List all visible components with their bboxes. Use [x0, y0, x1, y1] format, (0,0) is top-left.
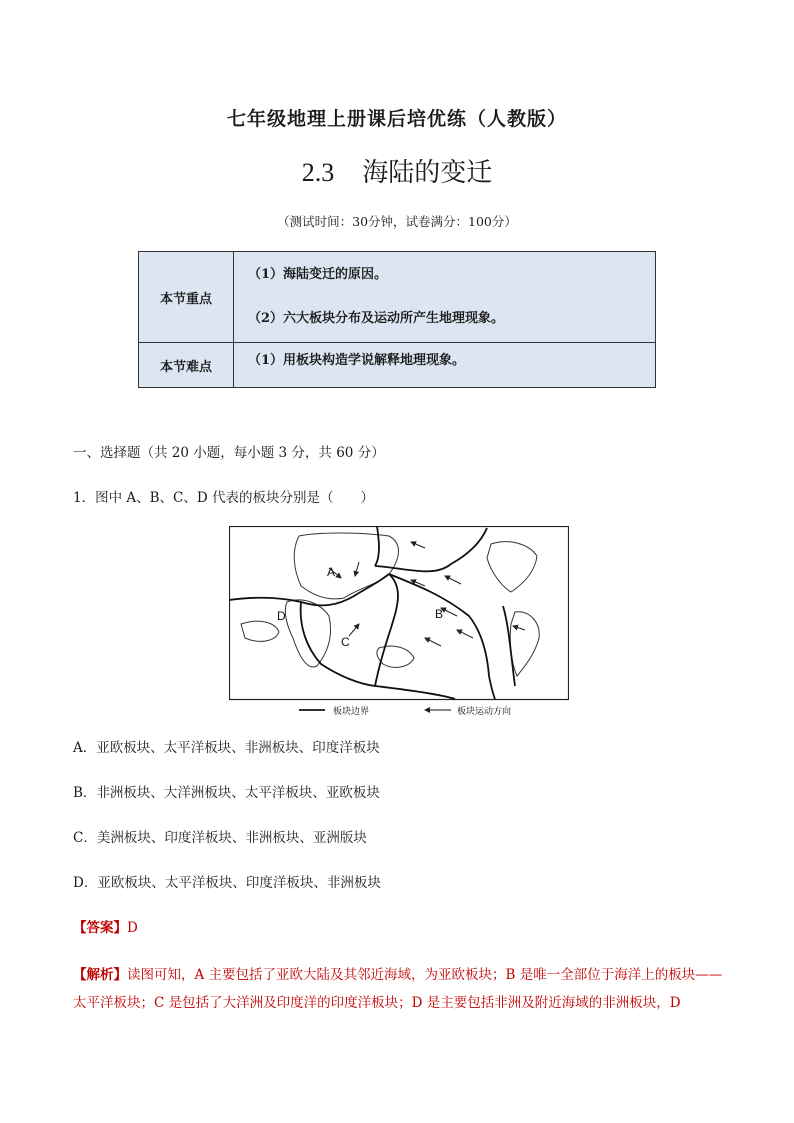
analysis-text: 读图可知，A 主要包括了亚欧大陆及其邻近海域，为亚欧板块；B 是唯一全部位于海洋上的板块——太平洋板块；C 是包括了大洋洲及印度洋的印度洋板块；D 是主要包括非洲及附近海域的非洲板块，D — [73, 967, 723, 1011]
analysis-tag: 【解析】 — [73, 967, 127, 983]
option-d: D．亚欧板块、太平洋板块、印度洋板块、非洲板块 — [73, 875, 381, 891]
option-a: A．亚欧板块、太平洋板块、非洲板块、印度洋板块 — [73, 740, 380, 756]
key-point-item: （2）六大板块分布及运动所产生地理现象。 — [248, 311, 505, 326]
key-points-row — [139, 252, 656, 343]
answer-value: D — [127, 920, 138, 936]
map-label-c: C — [341, 635, 350, 649]
map-label-a: A — [327, 565, 336, 579]
legend-boundary-label: 板块边界 — [333, 706, 370, 716]
section-heading — [0, 152, 794, 189]
section-title: 海陆的变迁 — [362, 158, 493, 188]
option-b: B．非洲板块、大洋洲板块、太平洋板块、亚欧板块 — [73, 785, 380, 801]
legend-direction-label: 板块运动方向 — [457, 706, 512, 716]
map-label-d: D — [277, 609, 286, 623]
answer-tag: 【答案】 — [73, 920, 127, 936]
difficult-point-item: （1）用板块构造学说解释地理现象。 — [248, 353, 466, 368]
plate-map-figure — [229, 526, 569, 718]
difficult-points-label: 本节难点 — [139, 343, 234, 388]
section-header: 一、选择题（共 20 小题，每小题 3 分，共 60 分） — [73, 445, 385, 461]
analysis-paragraph — [73, 961, 723, 1017]
difficult-points-row — [139, 343, 656, 388]
key-point-item: （1）海陆变迁的原因。 — [248, 267, 388, 282]
question-stem: 1．图中 A、B、C、D 代表的板块分别是（ ） — [73, 490, 374, 506]
document-title: 七年级地理上册课后培优练（人教版） — [226, 108, 567, 130]
focus-table — [138, 251, 656, 388]
answer-line — [73, 916, 138, 936]
section-number: 2.3 — [301, 158, 335, 187]
option-c: C．美洲板块、印度洋板块、非洲板块、亚洲版块 — [73, 830, 367, 846]
key-points-label: 本节重点 — [139, 252, 234, 343]
test-info: （测试时间：30分钟，试卷满分：100分） — [277, 214, 517, 229]
map-label-b: B — [435, 607, 444, 621]
plate-map — [229, 526, 569, 718]
